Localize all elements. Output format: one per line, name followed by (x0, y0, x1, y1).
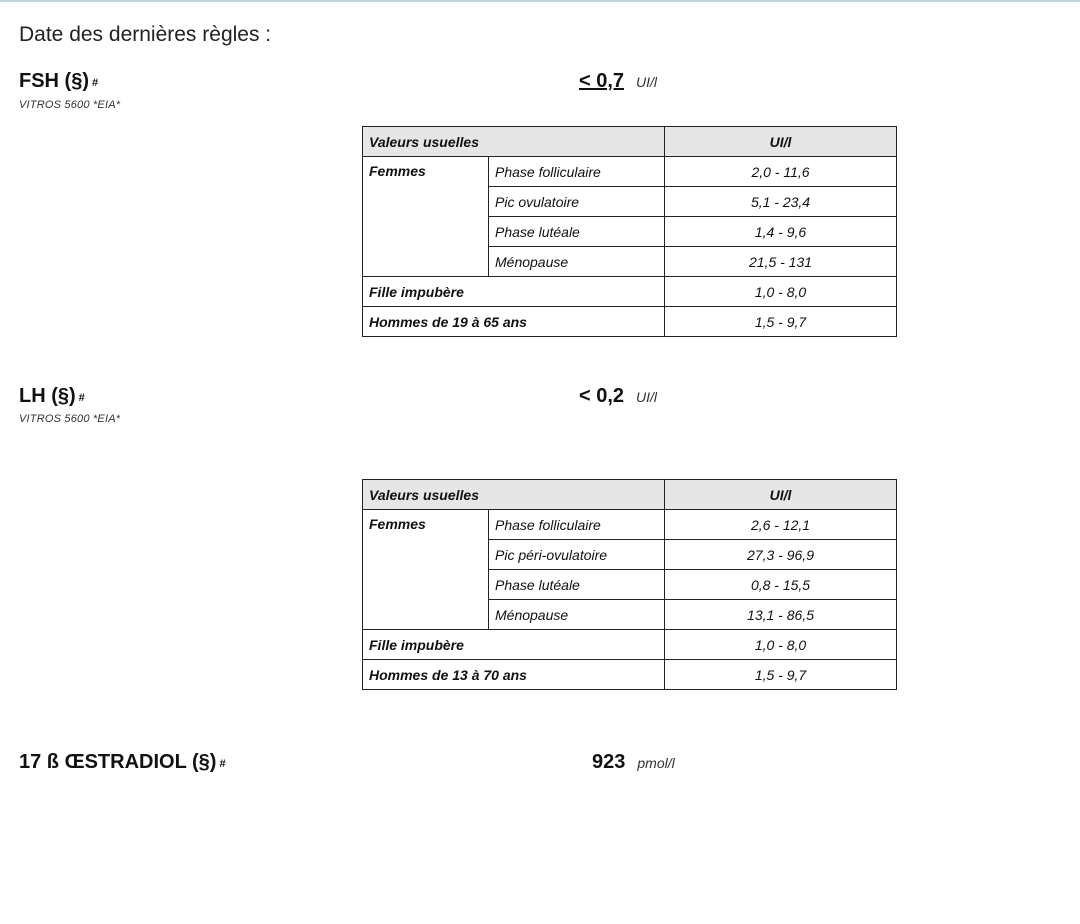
fsh-reference-table (362, 126, 897, 337)
table-row-value: 5,1 - 23,4 (665, 187, 897, 217)
estradiol-name: 17 ß ŒSTRADIOL (§) (19, 751, 217, 773)
table-header-unit: UI/l (665, 480, 897, 510)
table-header-label: Valeurs usuelles (363, 127, 665, 157)
table-row-label: Hommes de 19 à 65 ans (363, 307, 665, 337)
table-header-row (363, 480, 897, 510)
fsh-result-value: < 0,7 (579, 70, 625, 92)
lh-hash: # (78, 392, 85, 404)
table-row-label: Pic péri-ovulatoire (489, 540, 665, 570)
table-row (363, 277, 897, 307)
lh-result-value: < 0,2 (579, 385, 625, 407)
estradiol-hash: # (219, 758, 226, 770)
estradiol-test-name (19, 751, 226, 774)
table-row-value: 1,5 - 9,7 (665, 660, 897, 690)
fsh-method: VITROS 5600 *EIA* (19, 99, 121, 111)
table-header-unit: UI/l (665, 127, 897, 157)
estradiol-result (592, 751, 675, 774)
table-row-value: 2,0 - 11,6 (665, 157, 897, 187)
table-row (363, 660, 897, 690)
table-row-label: Phase lutéale (489, 217, 665, 247)
table-row-value: 1,0 - 8,0 (665, 630, 897, 660)
table-row-label: Phase folliculaire (489, 157, 665, 187)
table-row-label: Ménopause (489, 600, 665, 630)
table-row-label: Fille impubère (363, 630, 665, 660)
table-row-value: 1,5 - 9,7 (665, 307, 897, 337)
top-rule (0, 0, 1080, 2)
lh-result-unit: UI/l (636, 389, 658, 405)
fsh-name: FSH (§) (19, 70, 89, 92)
estradiol-result-unit: pmol/l (637, 755, 675, 771)
fsh-test-name (19, 70, 98, 93)
table-row-label: Phase lutéale (489, 570, 665, 600)
table-row-label: Fille impubère (363, 277, 665, 307)
table-row (363, 630, 897, 660)
table-row (363, 307, 897, 337)
table-row-value: 21,5 - 131 (665, 247, 897, 277)
table-row-value: 1,0 - 8,0 (665, 277, 897, 307)
table-row (363, 510, 897, 540)
table-row-value: 27,3 - 96,9 (665, 540, 897, 570)
table-row-label: Hommes de 13 à 70 ans (363, 660, 665, 690)
table-row-label: Ménopause (489, 247, 665, 277)
lh-result (579, 385, 657, 408)
table-row-value: 1,4 - 9,6 (665, 217, 897, 247)
lh-test-name (19, 385, 85, 408)
table-row-label: Phase folliculaire (489, 510, 665, 540)
lh-name: LH (§) (19, 385, 76, 407)
table-row-value: 0,8 - 15,5 (665, 570, 897, 600)
table-group-label: Femmes (363, 157, 489, 277)
lh-method: VITROS 5600 *EIA* (19, 413, 121, 425)
table-header-label: Valeurs usuelles (363, 480, 665, 510)
last-period-date-label: Date des dernières règles : (19, 23, 272, 46)
table-row (363, 157, 897, 187)
table-row-label: Pic ovulatoire (489, 187, 665, 217)
estradiol-result-value: 923 (592, 751, 626, 773)
fsh-result-unit: UI/l (636, 74, 658, 90)
table-row-value: 2,6 - 12,1 (665, 510, 897, 540)
fsh-result (579, 70, 657, 93)
table-header-row (363, 127, 897, 157)
table-group-label: Femmes (363, 510, 489, 630)
table-row-value: 13,1 - 86,5 (665, 600, 897, 630)
lh-reference-table (362, 479, 897, 690)
fsh-hash: # (92, 77, 99, 89)
